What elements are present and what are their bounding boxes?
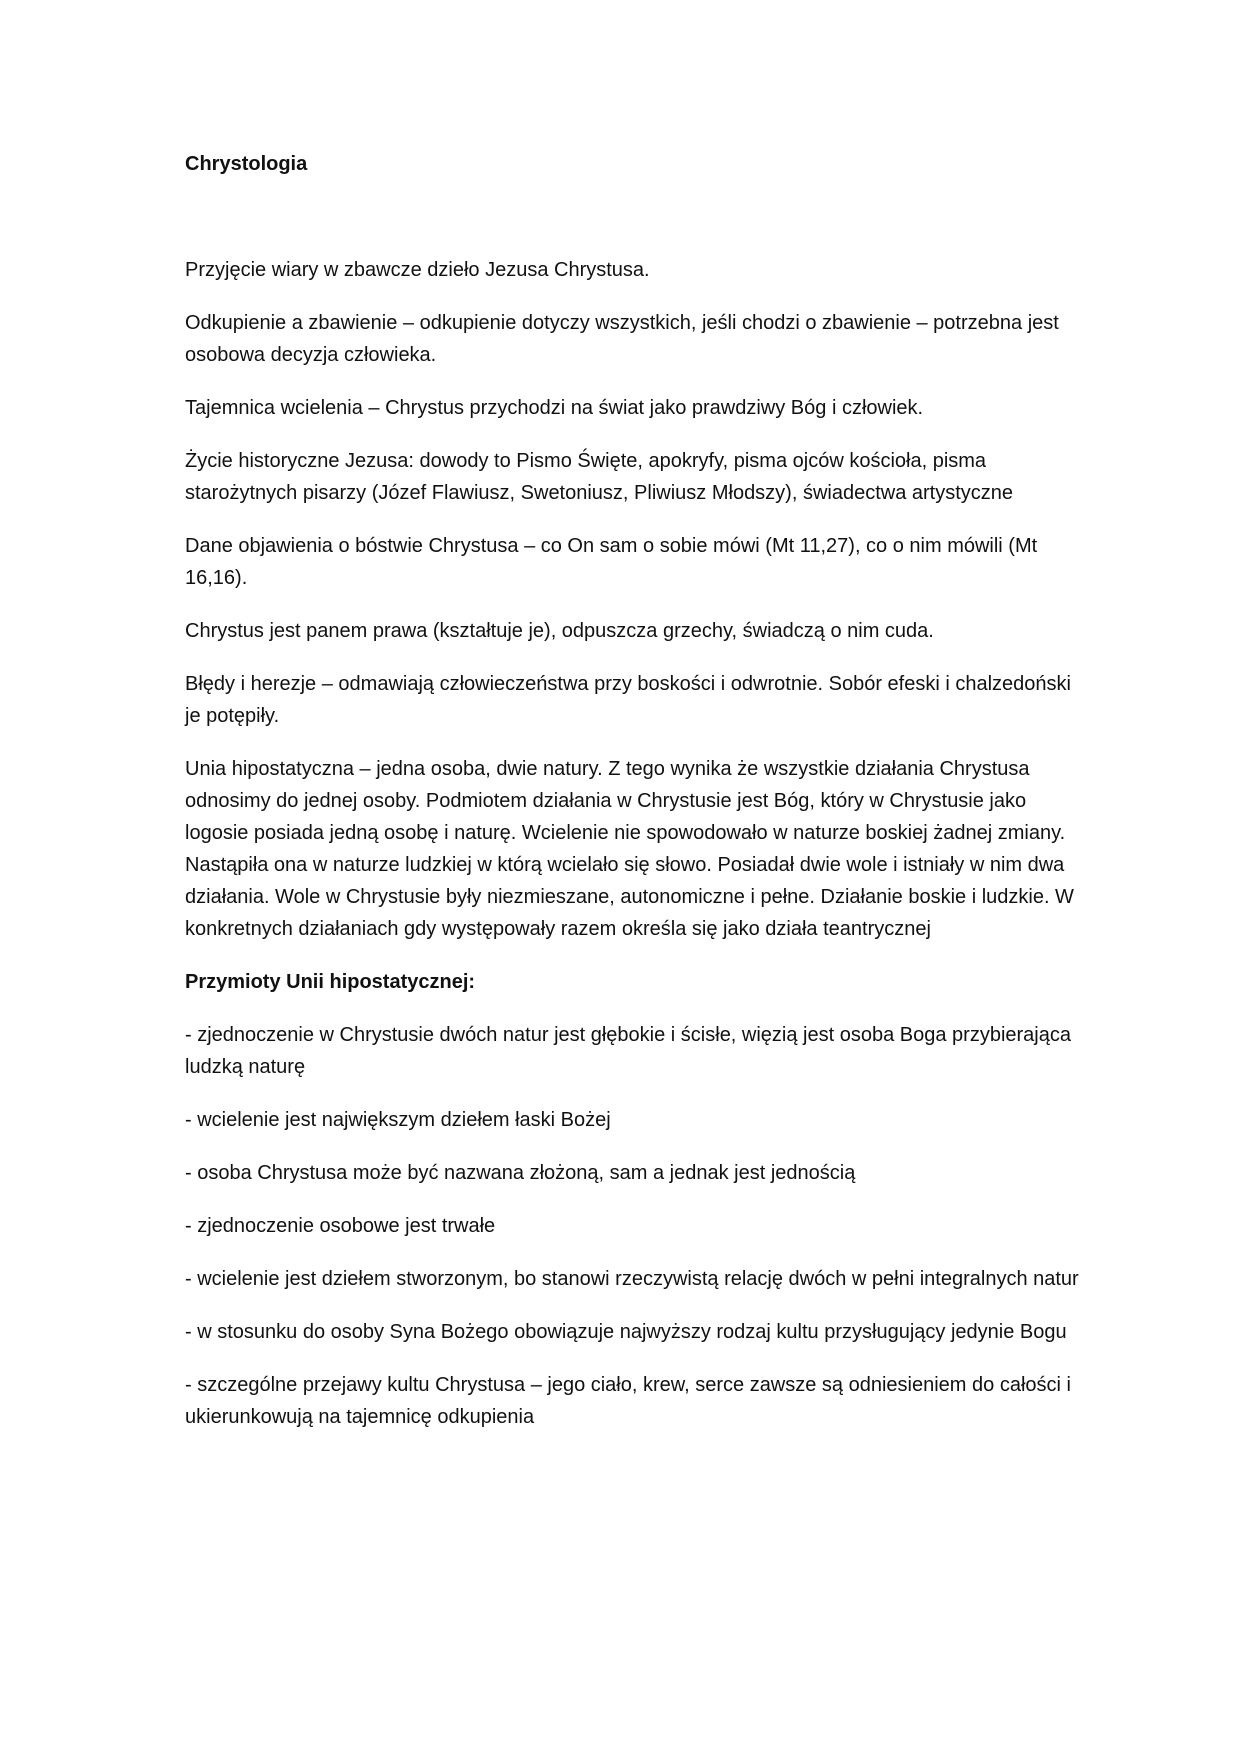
bullet-item: - wcielenie jest największym dziełem łaski Bożej bbox=[185, 1109, 611, 1131]
paragraph: Przyjęcie wiary w zbawcze dzieło Jezusa Chrystusa. bbox=[185, 259, 650, 281]
paragraph: Życie historyczne Jezusa: dowody to Pismo Święte, apokryfy, pisma ojców kościoła, pisma starożytnych pisarzy (Józef Flawiusz, Swetoniusz, Pliwiusz Młodszy), świadectwa artystyczne bbox=[185, 450, 1014, 504]
bullet-item: - osoba Chrystusa może być nazwana złożoną, sam a jednak jest jednością bbox=[185, 1162, 856, 1184]
paragraph: Odkupienie a zbawienie – odkupienie dotyczy wszystkich, jeśli chodzi o zbawienie – potrzebna jest osobowa decyzja człowieka. bbox=[185, 312, 1059, 366]
bullet-list bbox=[185, 1019, 1085, 1433]
document-title: Chrystologia bbox=[185, 153, 308, 175]
bullet-item: - zjednoczenie osobowe jest trwałe bbox=[185, 1215, 496, 1237]
paragraph: Dane objawienia o bóstwie Chrystusa – co On sam o sobie mówi (Mt 11,27), co o nim mówili (Mt 16,16). bbox=[185, 535, 1038, 589]
document-body bbox=[185, 148, 1085, 1454]
paragraph: Tajemnica wcielenia – Chrystus przychodzi na świat jako prawdziwy Bóg i człowiek. bbox=[185, 397, 924, 419]
paragraph: Unia hipostatyczna – jedna osoba, dwie natury. Z tego wynika że wszystkie działania Chrystusa odnosimy do jednej osoby. Podmiotem działania w Chrystusie jest Bóg, który w Chrystusie jako logosie posiada jedną osobę i naturę. Wcielenie nie spowodowało w naturze boskiej żadnej zmiany. Nastąpiła ona w naturze ludzkiej w którą wcielało się słowo. Posiadał dwie wole i istniały w nim dwa działania. Wole w Chrystusie były niezmieszane, autonomiczne i pełne. Działanie boskie i ludzkie. W konkretnych działaniach gdy występowały razem określa się jako działa teantrycznej bbox=[185, 758, 1074, 940]
paragraph: Błędy i herezje – odmawiają człowieczeństwa przy boskości i odwrotnie. Sobór efeski i chalzedoński je potępiły. bbox=[185, 673, 1071, 727]
bullet-item: - szczególne przejawy kultu Chrystusa – jego ciało, krew, serce zawsze są odniesieniem do całości i ukierunkowują na tajemnicę odkupienia bbox=[185, 1374, 1071, 1428]
section-subheading: Przymioty Unii hipostatycznej: bbox=[185, 971, 476, 993]
paragraph: Chrystus jest panem prawa (kształtuje je), odpuszcza grzechy, świadczą o nim cuda. bbox=[185, 620, 934, 642]
bullet-item: - zjednoczenie w Chrystusie dwóch natur jest głębokie i ścisłe, więzią jest osoba Boga przybierająca ludzką naturę bbox=[185, 1024, 1071, 1078]
bullet-item: - w stosunku do osoby Syna Bożego obowiązuje najwyższy rodzaj kultu przysługujący jedynie Bogu bbox=[185, 1321, 1067, 1343]
bullet-item: - wcielenie jest dziełem stworzonym, bo stanowi rzeczywistą relację dwóch w pełni integralnych natur bbox=[185, 1268, 1079, 1290]
title-spacer bbox=[185, 180, 1085, 254]
